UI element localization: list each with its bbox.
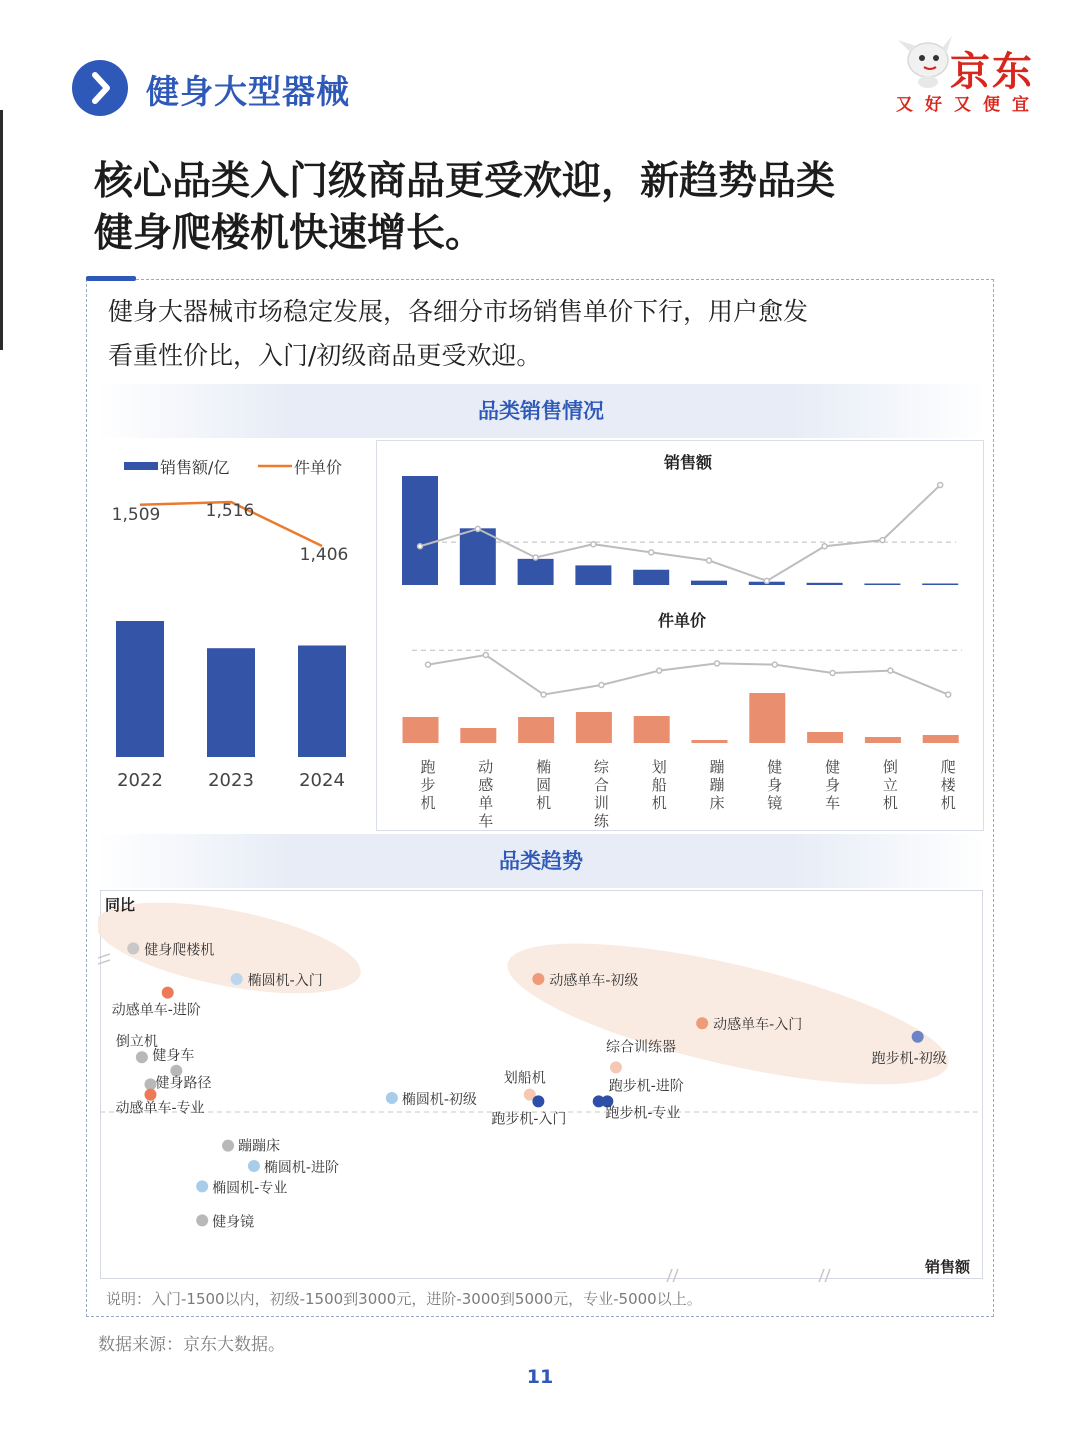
legend-label-sales: 销售额/亿: [160, 458, 230, 477]
scatter-label-综合训练器: 综合训练器: [605, 1039, 676, 1056]
bar-price-爬楼机: [923, 735, 959, 743]
x-axis-label: 销售额: [924, 1258, 970, 1276]
x-tick-label-爬楼机: 爬: [940, 758, 956, 776]
scatter-point-跑步机-初级: [912, 1031, 924, 1043]
scatter-point-动感单车-进阶: [162, 987, 174, 999]
bar-price-综合训练: [576, 712, 612, 743]
category-trend-scatter: [98, 888, 986, 1282]
price-yoy-point: [772, 662, 777, 667]
price-data-label: 1,516: [205, 501, 255, 521]
x-tick-label-健身车: 健: [825, 758, 841, 776]
x-tick-label-倒立机: 机: [882, 794, 898, 812]
price-yoy-line: [428, 655, 948, 695]
price-yoy-point: [599, 683, 604, 688]
scatter-label-跑步机-进阶: 跑步机-进阶: [608, 1078, 684, 1095]
bar-sales-综合训练: [575, 565, 611, 585]
headline-line-1: 核心品类入门级商品更受欢迎，新趋势品类: [94, 159, 836, 204]
left-edge-rule: [0, 110, 3, 350]
x-tick-label-动感单车: 车: [478, 812, 494, 830]
scatter-point-椭圆机-初级: [386, 1092, 398, 1104]
price-yoy-point: [541, 692, 546, 697]
x-tick-label-划船机: 划: [651, 758, 667, 776]
bar-sales-2024: [298, 645, 346, 757]
price-yoy-point: [715, 661, 720, 666]
chart-note: 说明：入门-1500以内，初级-1500到3000元，进阶-3000到5000元，专业-5000以上。: [106, 1290, 702, 1308]
x-tick-label: 2023: [208, 770, 254, 791]
bar-sales-蹦蹦床: [691, 581, 727, 585]
sales-section-band: [96, 384, 986, 438]
scatter-label-椭圆机-初级: 椭圆机-初级: [401, 1092, 477, 1108]
bar-sales-跑步机: [402, 476, 438, 585]
bar-sales-2022: [116, 621, 164, 757]
scatter-label-动感单车-进阶: 动感单车-进阶: [111, 1002, 201, 1019]
sales-yoy-point: [591, 542, 596, 547]
axis-break-stroke: [98, 960, 110, 966]
x-tick-label-健身镜: 镜: [767, 794, 783, 812]
section-title: 健身大型器械: [146, 72, 350, 111]
scatter-label-动感单车-专业: 动感单车-专业: [115, 1100, 205, 1117]
sales-yoy-point: [764, 578, 769, 583]
scatter-point-健身爬楼机: [127, 942, 139, 954]
sales-yoy-line: [420, 485, 940, 581]
x-tick-label-综合训练: 训: [593, 794, 609, 812]
scatter-label-划船机: 划船机: [503, 1070, 546, 1087]
data-source: 数据来源：京东大数据。: [98, 1335, 285, 1355]
sales-yoy-point: [707, 558, 712, 563]
price-yoy-point: [830, 671, 835, 676]
price-yoy-point: [946, 692, 951, 697]
yearly-sales-chart: [96, 440, 371, 830]
price-yoy-point: [657, 668, 662, 673]
sales-yoy-point: [938, 483, 943, 488]
bar-sales-椭圆机: [518, 559, 554, 585]
scatter-label-跑步机-初级: 跑步机-初级: [871, 1050, 947, 1067]
x-tick-label-爬楼机: 楼: [940, 776, 956, 794]
scatter-label-椭圆机-专业: 椭圆机-专业: [212, 1180, 288, 1197]
highlight-ellipse-core: [497, 914, 960, 1113]
bar-sales-动感单车: [460, 528, 496, 585]
page-number: 11: [526, 1366, 554, 1388]
bar-sales-划船机: [633, 570, 669, 585]
bar-price-跑步机: [403, 717, 439, 743]
bar-sales-倒立机: [864, 584, 900, 586]
sales-yoy-point: [880, 538, 885, 543]
trend-section-title: 品类趋势: [499, 849, 583, 873]
scatter-point-椭圆机-专业: [196, 1180, 208, 1192]
sales-section-title: 品类销售情况: [478, 399, 604, 423]
scatter-point-椭圆机-入门: [231, 973, 243, 985]
price-yoy-point: [888, 668, 893, 673]
x-tick-label-蹦蹦床: 蹦: [709, 758, 725, 776]
sales-yoy-point: [418, 544, 423, 549]
intro-line-1: 健身大器械市场稳定发展，各细分市场销售单价下行，用户愈发: [108, 297, 809, 326]
x-tick-label-划船机: 船: [651, 776, 667, 794]
scatter-point-倒立机: [136, 1051, 148, 1063]
scatter-point-跑步机-入门: [532, 1095, 544, 1107]
sales-yoy-point: [822, 544, 827, 549]
sales-panel-title: 销售额: [663, 453, 713, 472]
y-axis-label: 同比: [105, 896, 136, 914]
x-tick-label-综合训练: 练: [593, 812, 609, 830]
brand-name: 京东: [950, 49, 1034, 95]
x-tick-label-跑步机: 机: [420, 794, 436, 812]
x-tick-label-椭圆机: 圆: [536, 776, 552, 794]
scatter-point-椭圆机-进阶: [248, 1160, 260, 1172]
scatter-point-蹦蹦床: [222, 1140, 234, 1152]
legend-swatch-sales: [124, 462, 158, 470]
axis-break-stroke: [818, 1269, 824, 1282]
bar-sales-爬楼机: [922, 584, 958, 586]
x-tick-label-椭圆机: 椭: [536, 758, 552, 776]
accent-bar: [86, 276, 136, 281]
x-tick-label-蹦蹦床: 蹦: [709, 776, 725, 794]
x-tick-label-蹦蹦床: 床: [709, 794, 725, 812]
x-tick-label: 2022: [117, 770, 163, 791]
sales-yoy-point: [475, 526, 480, 531]
x-tick-label-爬楼机: 机: [940, 794, 956, 812]
axis-break-mark: [666, 1269, 678, 1282]
scatter-point-动感单车-初级: [532, 973, 544, 985]
scatter-point-综合训练器: [610, 1061, 622, 1073]
x-tick-label-动感单车: 动: [478, 758, 494, 776]
scatter-label-椭圆机-入门: 椭圆机-入门: [247, 973, 323, 989]
scatter-label-健身镜: 健身镜: [212, 1214, 255, 1231]
axis-break-stroke: [824, 1269, 830, 1282]
scatter-label-健身路径: 健身路径: [155, 1075, 212, 1092]
brand-slogan: 又好又便宜: [896, 95, 1041, 115]
sales-yoy-point: [533, 555, 538, 560]
bar-price-蹦蹦床: [692, 740, 728, 743]
chevron-right-icon: [72, 60, 128, 116]
scatter-label-倒立机: 倒立机: [115, 1034, 158, 1051]
x-tick-label-综合训练: 合: [593, 776, 609, 794]
bar-price-健身镜: [749, 693, 785, 743]
x-tick-label-倒立机: 立: [882, 776, 898, 794]
price-yoy-point: [483, 653, 488, 658]
scatter-label-健身爬楼机: 健身爬楼机: [144, 942, 215, 959]
trend-section-band: [96, 834, 986, 888]
scatter-label-椭圆机-进阶: 椭圆机-进阶: [263, 1160, 339, 1176]
bar-price-划船机: [634, 716, 670, 743]
scatter-label-健身车: 健身车: [152, 1047, 195, 1064]
x-tick-label-跑步机: 跑: [420, 758, 436, 776]
scatter-label-蹦蹦床: 蹦蹦床: [238, 1138, 281, 1155]
x-tick-label-倒立机: 倒: [882, 758, 898, 776]
price-data-label: 1,509: [111, 505, 161, 525]
x-tick-label-动感单车: 单: [478, 794, 494, 812]
x-tick-label: 2024: [299, 770, 345, 791]
scatter-label-动感单车-初级: 动感单车-初级: [549, 973, 639, 989]
axis-break-mark: [818, 1269, 830, 1282]
x-tick-label-健身镜: 健: [767, 758, 783, 776]
x-tick-label-动感单车: 感: [478, 776, 494, 794]
bar-sales-健身车: [807, 583, 843, 585]
price-panel-title: 件单价: [657, 611, 707, 630]
scatter-point-动感单车-入门: [696, 1017, 708, 1029]
category-sales-chart: [376, 440, 984, 832]
x-tick-label-跑步机: 步: [420, 776, 436, 794]
bar-price-动感单车: [460, 728, 496, 743]
bar-price-倒立机: [865, 737, 901, 743]
scatter-label-跑步机-专业: 跑步机-专业: [605, 1105, 681, 1122]
headline-line-2: 健身爬楼机快速增长。: [94, 211, 485, 256]
x-tick-label-划船机: 机: [651, 794, 667, 812]
axis-break-stroke: [672, 1269, 678, 1282]
scatter-point-健身镜: [196, 1214, 208, 1226]
bar-price-健身车: [807, 732, 843, 743]
x-tick-label-综合训练: 综: [593, 758, 609, 776]
x-tick-label-健身车: 身: [825, 776, 841, 794]
x-tick-label-健身镜: 身: [767, 776, 783, 794]
price-data-label: 1,406: [299, 545, 349, 565]
sales-yoy-point: [649, 550, 654, 555]
bar-price-椭圆机: [518, 717, 554, 743]
legend-label-price: 件单价: [294, 458, 343, 477]
axis-break-stroke: [98, 954, 110, 960]
axis-break-stroke: [666, 1269, 672, 1282]
x-tick-label-健身车: 车: [825, 794, 841, 812]
x-tick-label-椭圆机: 机: [536, 794, 552, 812]
scatter-point-动感单车-专业: [144, 1089, 156, 1101]
scatter-label-动感单车-入门: 动感单车-入门: [713, 1017, 803, 1034]
scatter-label-跑步机-入门: 跑步机-入门: [491, 1111, 567, 1128]
intro-line-2: 看重性价比，入门/初级商品更受欢迎。: [108, 341, 542, 370]
bar-sales-2023: [207, 648, 255, 757]
axis-break-mark: [98, 954, 110, 966]
price-yoy-point: [426, 662, 431, 667]
